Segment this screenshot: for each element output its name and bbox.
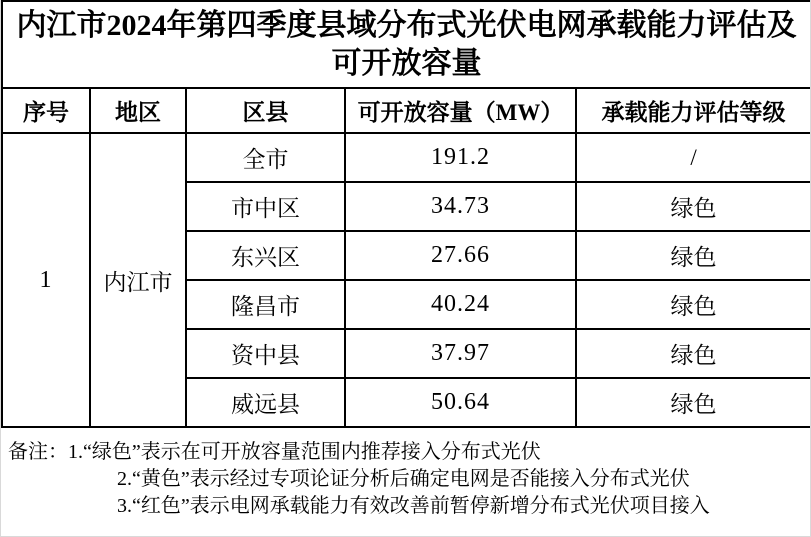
cell-rating: 绿色 [576, 329, 811, 378]
table-title [2, 1, 811, 88]
table-header-row [2, 88, 811, 133]
col-header-region: 地区 [90, 88, 186, 133]
note-line-red: 3.“红色”表示电网承载能力有效改善前暂停新增分布式光伏项目接入 [117, 495, 710, 517]
cell-group-index: 1 [2, 133, 90, 427]
cell-rating: 绿色 [576, 182, 811, 231]
cell-county: 隆昌市 [186, 280, 345, 329]
cell-rating: 绿色 [576, 378, 811, 427]
cell-county: 威远县 [186, 378, 345, 427]
col-header-county: 区县 [186, 88, 345, 133]
cell-capacity: 34.73 [345, 182, 576, 231]
cell-capacity: 27.66 [345, 231, 576, 280]
cell-rating: / [576, 133, 811, 182]
col-header-capacity: 可开放容量（MW） [345, 88, 576, 133]
cell-capacity: 37.97 [345, 329, 576, 378]
title-line-2: 可开放容量 [331, 46, 482, 80]
table-row [2, 133, 811, 182]
cell-county: 资中县 [186, 329, 345, 378]
cell-county: 东兴区 [186, 231, 345, 280]
title-line-1: 内江市2024年第四季度县域分布式光伏电网承载能力评估及 [16, 8, 797, 42]
col-header-rating: 承载能力评估等级 [576, 88, 811, 133]
cell-capacity: 50.64 [345, 378, 576, 427]
cell-rating: 绿色 [576, 280, 811, 329]
col-header-index: 序号 [2, 88, 90, 133]
pv-capacity-table [1, 0, 811, 428]
cell-capacity: 40.24 [345, 280, 576, 329]
notes-section [1, 428, 810, 520]
title-row [2, 1, 811, 88]
cell-group-region: 内江市 [90, 133, 186, 427]
cell-rating: 绿色 [576, 231, 811, 280]
cell-county: 市中区 [186, 182, 345, 231]
note-line-green: 备注：1.“绿色”表示在可开放容量范围内推荐接入分布式光伏 [8, 441, 541, 463]
cell-county: 全市 [186, 133, 345, 182]
note-line-yellow: 2.“黄色”表示经过专项论证分析后确定电网是否能接入分布式光伏 [117, 468, 690, 490]
cell-capacity: 191.2 [345, 133, 576, 182]
